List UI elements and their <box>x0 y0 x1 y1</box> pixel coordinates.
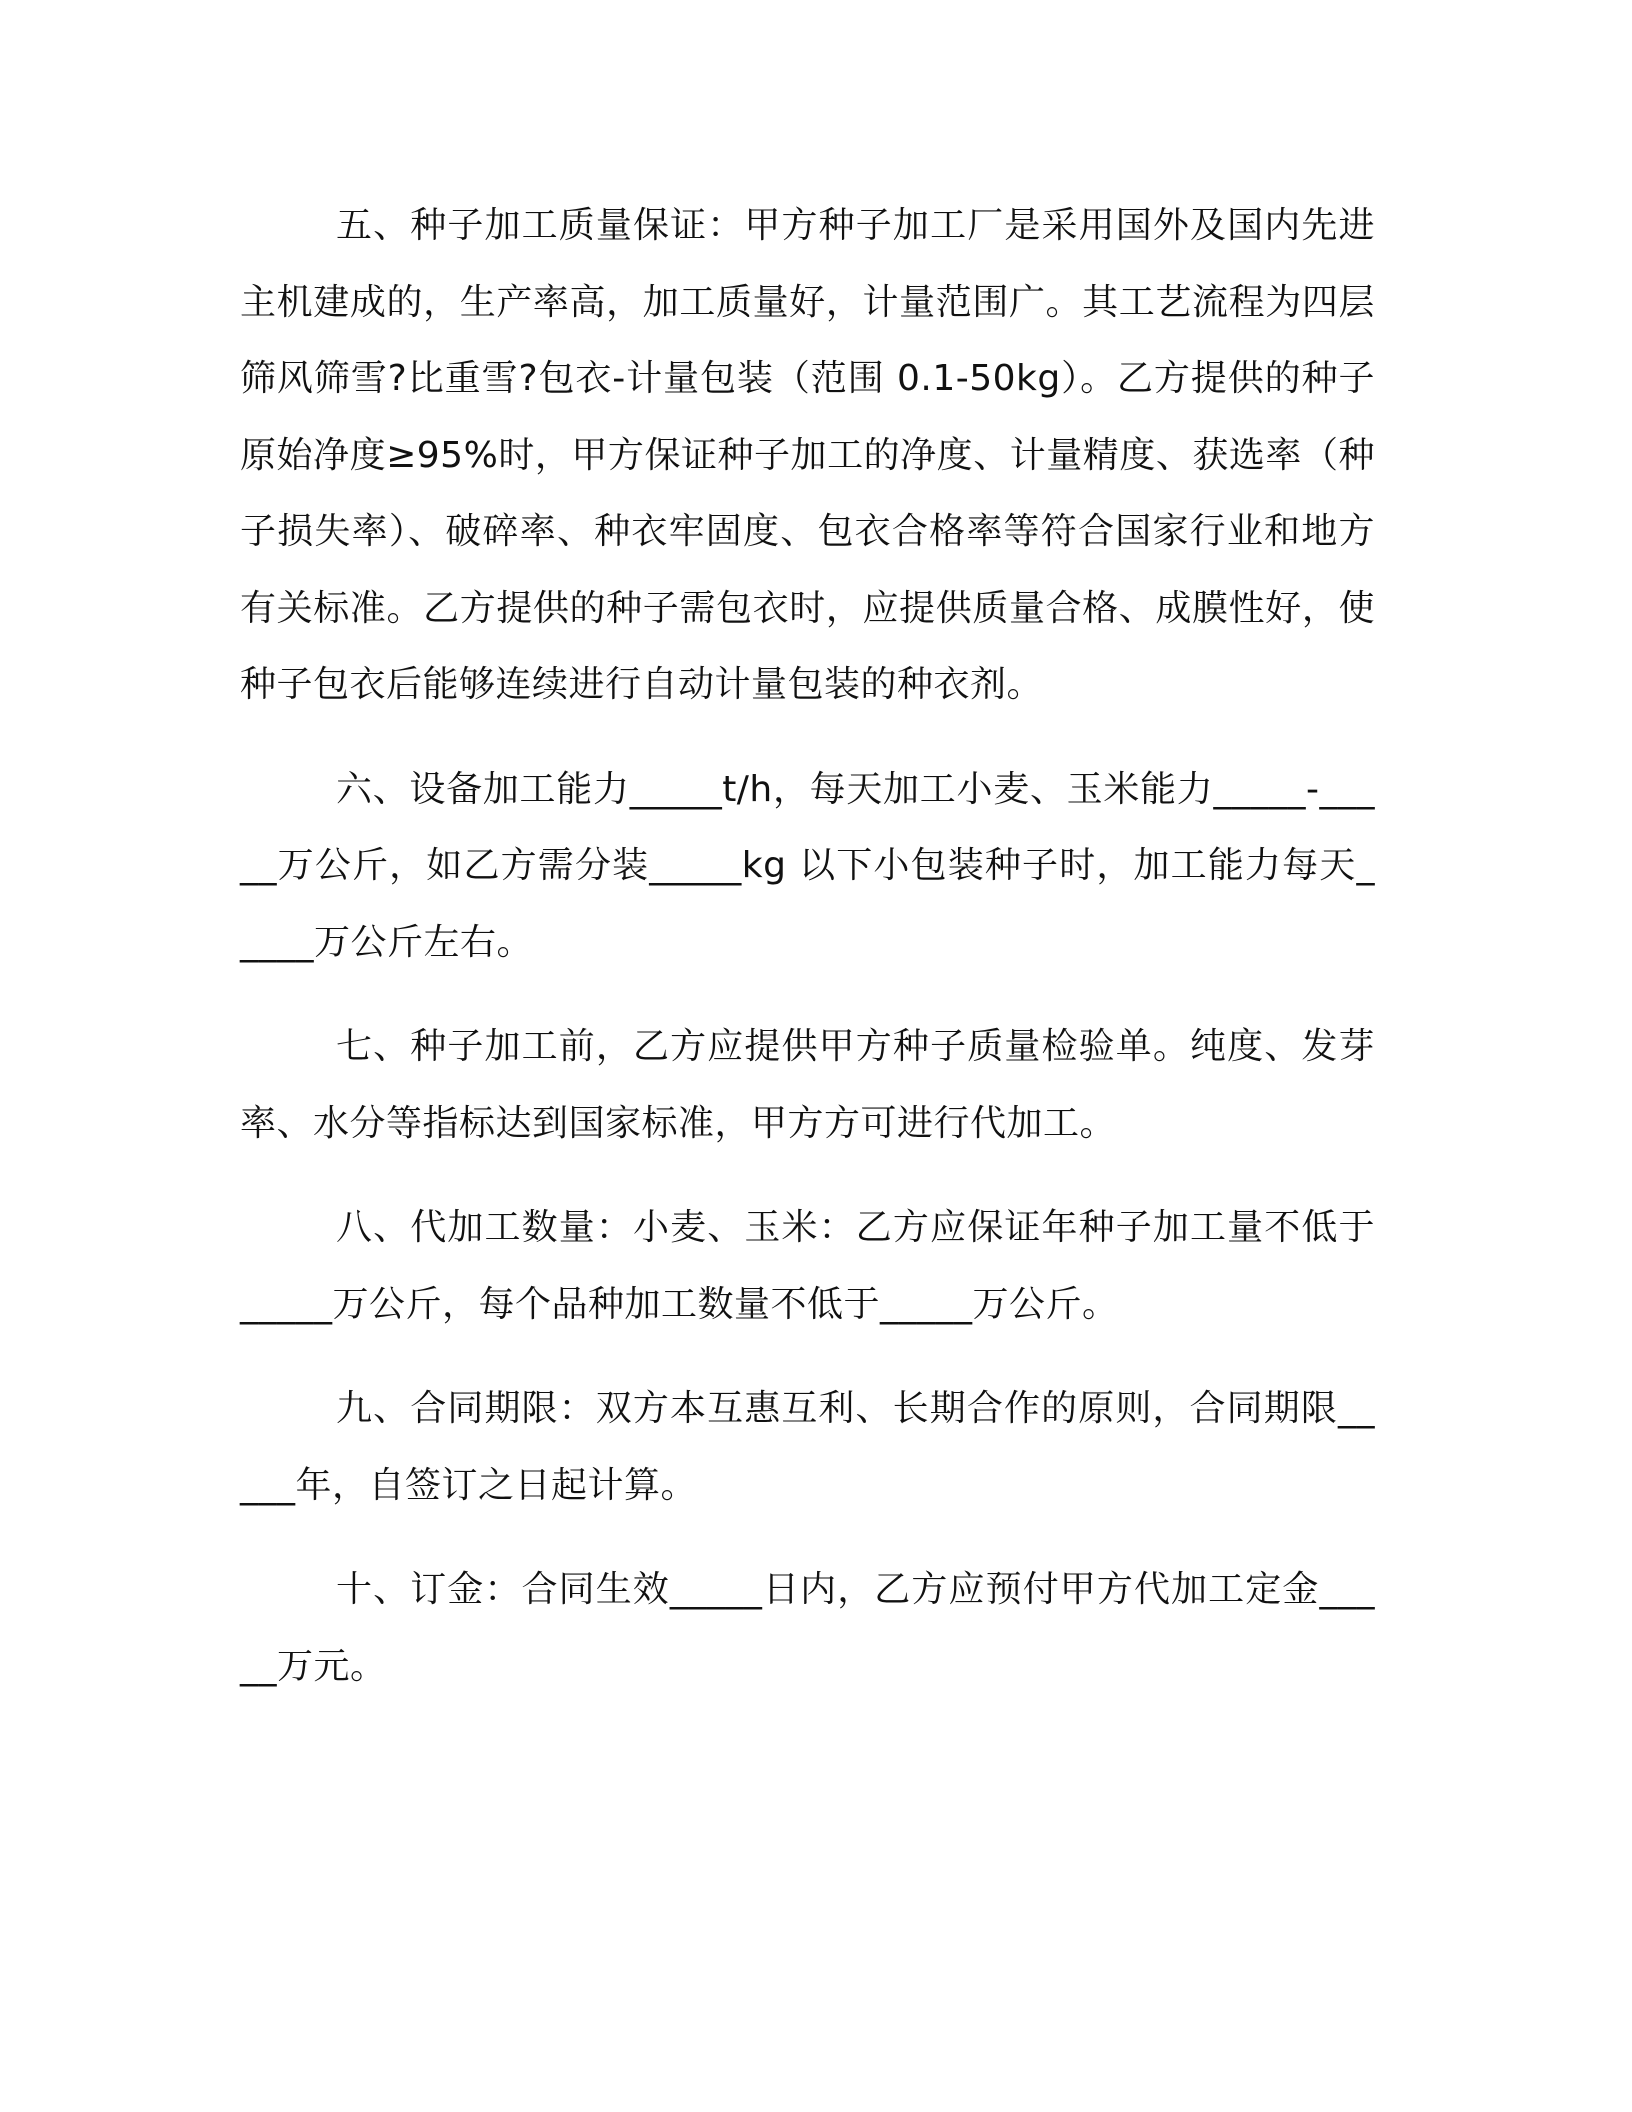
clause-5-quality-guarantee: 五、种子加工质量保证：甲方种子加工厂是采用国外及国内先进主机建成的，生产率高，加工质量好，计量范围广。其工艺流程为四层筛风筛雪?比重雪?包衣-计量包装（范围 0.1-50kg）。乙方提供的种子原始净度≥95%时，甲方保证种子加工的净度、计量精度、获选率（种子损失率）、破碎率、种衣牢固度、包衣合格率等符合国家行业和地方有关标准。乙方提供的种子需包衣时，应提供质量合格、成膜性好，使种子包衣后能够连续进行自动计量包装的种衣剂。 <box>240 205 1375 705</box>
clause-9-contract-term: 九、合同期限：双方本互惠互利、长期合作的原则，合同期限_____年，自签订之日起计算。 <box>240 1388 1375 1506</box>
document-body <box>240 188 1375 1705</box>
clause-8-processing-quantity: 八、代加工数量：小麦、玉米：乙方应保证年种子加工量不低于_____万公斤，每个品种加工数量不低于_____万公斤。 <box>240 1207 1375 1325</box>
clause-10-deposit: 十、订金：合同生效_____日内，乙方应预付甲方代加工定金_____万元。 <box>240 1569 1375 1687</box>
clause-7-pre-processing-inspection: 七、种子加工前，乙方应提供甲方种子质量检验单。纯度、发芽率、水分等指标达到国家标准，甲方方可进行代加工。 <box>240 1026 1375 1144</box>
clause-6-equipment-capacity: 六、设备加工能力_____t/h，每天加工小麦、玉米能力_____-_____万公斤，如乙方需分装_____kg 以下小包装种子时，加工能力每天_____万公斤左右。 <box>240 768 1375 963</box>
